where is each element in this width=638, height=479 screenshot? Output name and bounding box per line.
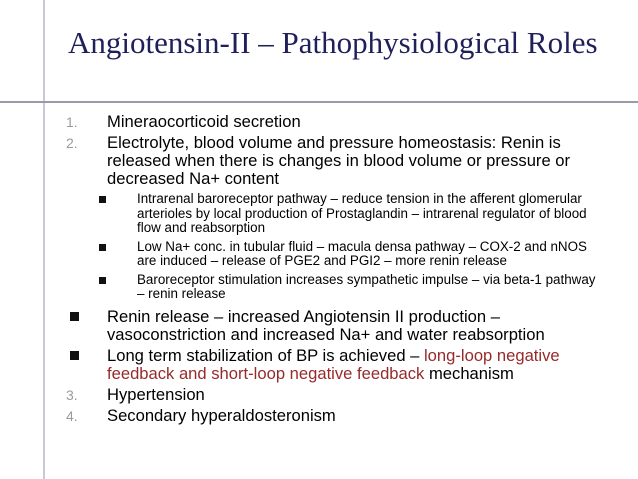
list-item-text bbox=[107, 347, 607, 383]
list-number: 3. bbox=[66, 386, 78, 403]
list-item bbox=[0, 113, 638, 131]
square-bullet-icon bbox=[99, 277, 106, 284]
list-item bbox=[0, 407, 638, 425]
sub-list-item-text: Low Na+ conc. in tubular fluid – macula densa pathway – COX-2 and nNOS are induced – release of PGE2 and PGI2 – more renin release bbox=[137, 238, 587, 268]
list-number: 4. bbox=[66, 407, 78, 424]
list-item bbox=[0, 386, 638, 404]
list-item bbox=[0, 134, 638, 188]
title-divider bbox=[0, 101, 638, 103]
list-item-text: Hypertension bbox=[107, 384, 205, 404]
square-bullet-icon bbox=[70, 312, 79, 321]
bullet-list bbox=[0, 113, 638, 425]
list-number: 1. bbox=[66, 114, 78, 130]
square-bullet-icon bbox=[99, 196, 106, 203]
list-item-text: Secondary hyperaldosteronism bbox=[107, 405, 336, 425]
list-item-text: Renin release – increased Angiotensin II production – vasoconstriction and increased Na+ and water reabsorption bbox=[107, 306, 545, 344]
slide-title: Angiotensin-II – Pathophysiological Roles bbox=[68, 25, 598, 60]
square-bullet-icon bbox=[70, 351, 79, 360]
sub-list-item bbox=[0, 273, 638, 302]
list-item-text-end: mechanism bbox=[424, 363, 514, 383]
highlighted-text: long-loop negative feedback and short-loop negative feedback bbox=[107, 345, 560, 383]
list-number: 2. bbox=[66, 135, 78, 151]
list-item-text: Mineraocorticoid secretion bbox=[107, 112, 301, 131]
sub-list-item-text: Baroreceptor stimulation increases sympathetic impulse – via beta-1 pathway – renin release bbox=[137, 271, 596, 301]
square-bullet-icon bbox=[99, 244, 106, 251]
list-item-text: Electrolyte, blood volume and pressure homeostasis: Renin is released when there is changes in blood volume or pressure or decreased Na+ content bbox=[107, 133, 571, 188]
sub-list-item-text: Intrarenal baroreceptor pathway – reduce tension in the afferent glomerular arterioles by local production of Prostaglandin – intrarenal regulator of blood flow and reabsorption bbox=[137, 191, 587, 235]
list-item bbox=[0, 308, 638, 344]
sub-list-item bbox=[0, 240, 638, 269]
sub-list-item bbox=[0, 192, 638, 236]
list-item-text-start: Long term stabilization of BP is achieved – bbox=[107, 345, 424, 365]
list-item bbox=[0, 347, 638, 383]
